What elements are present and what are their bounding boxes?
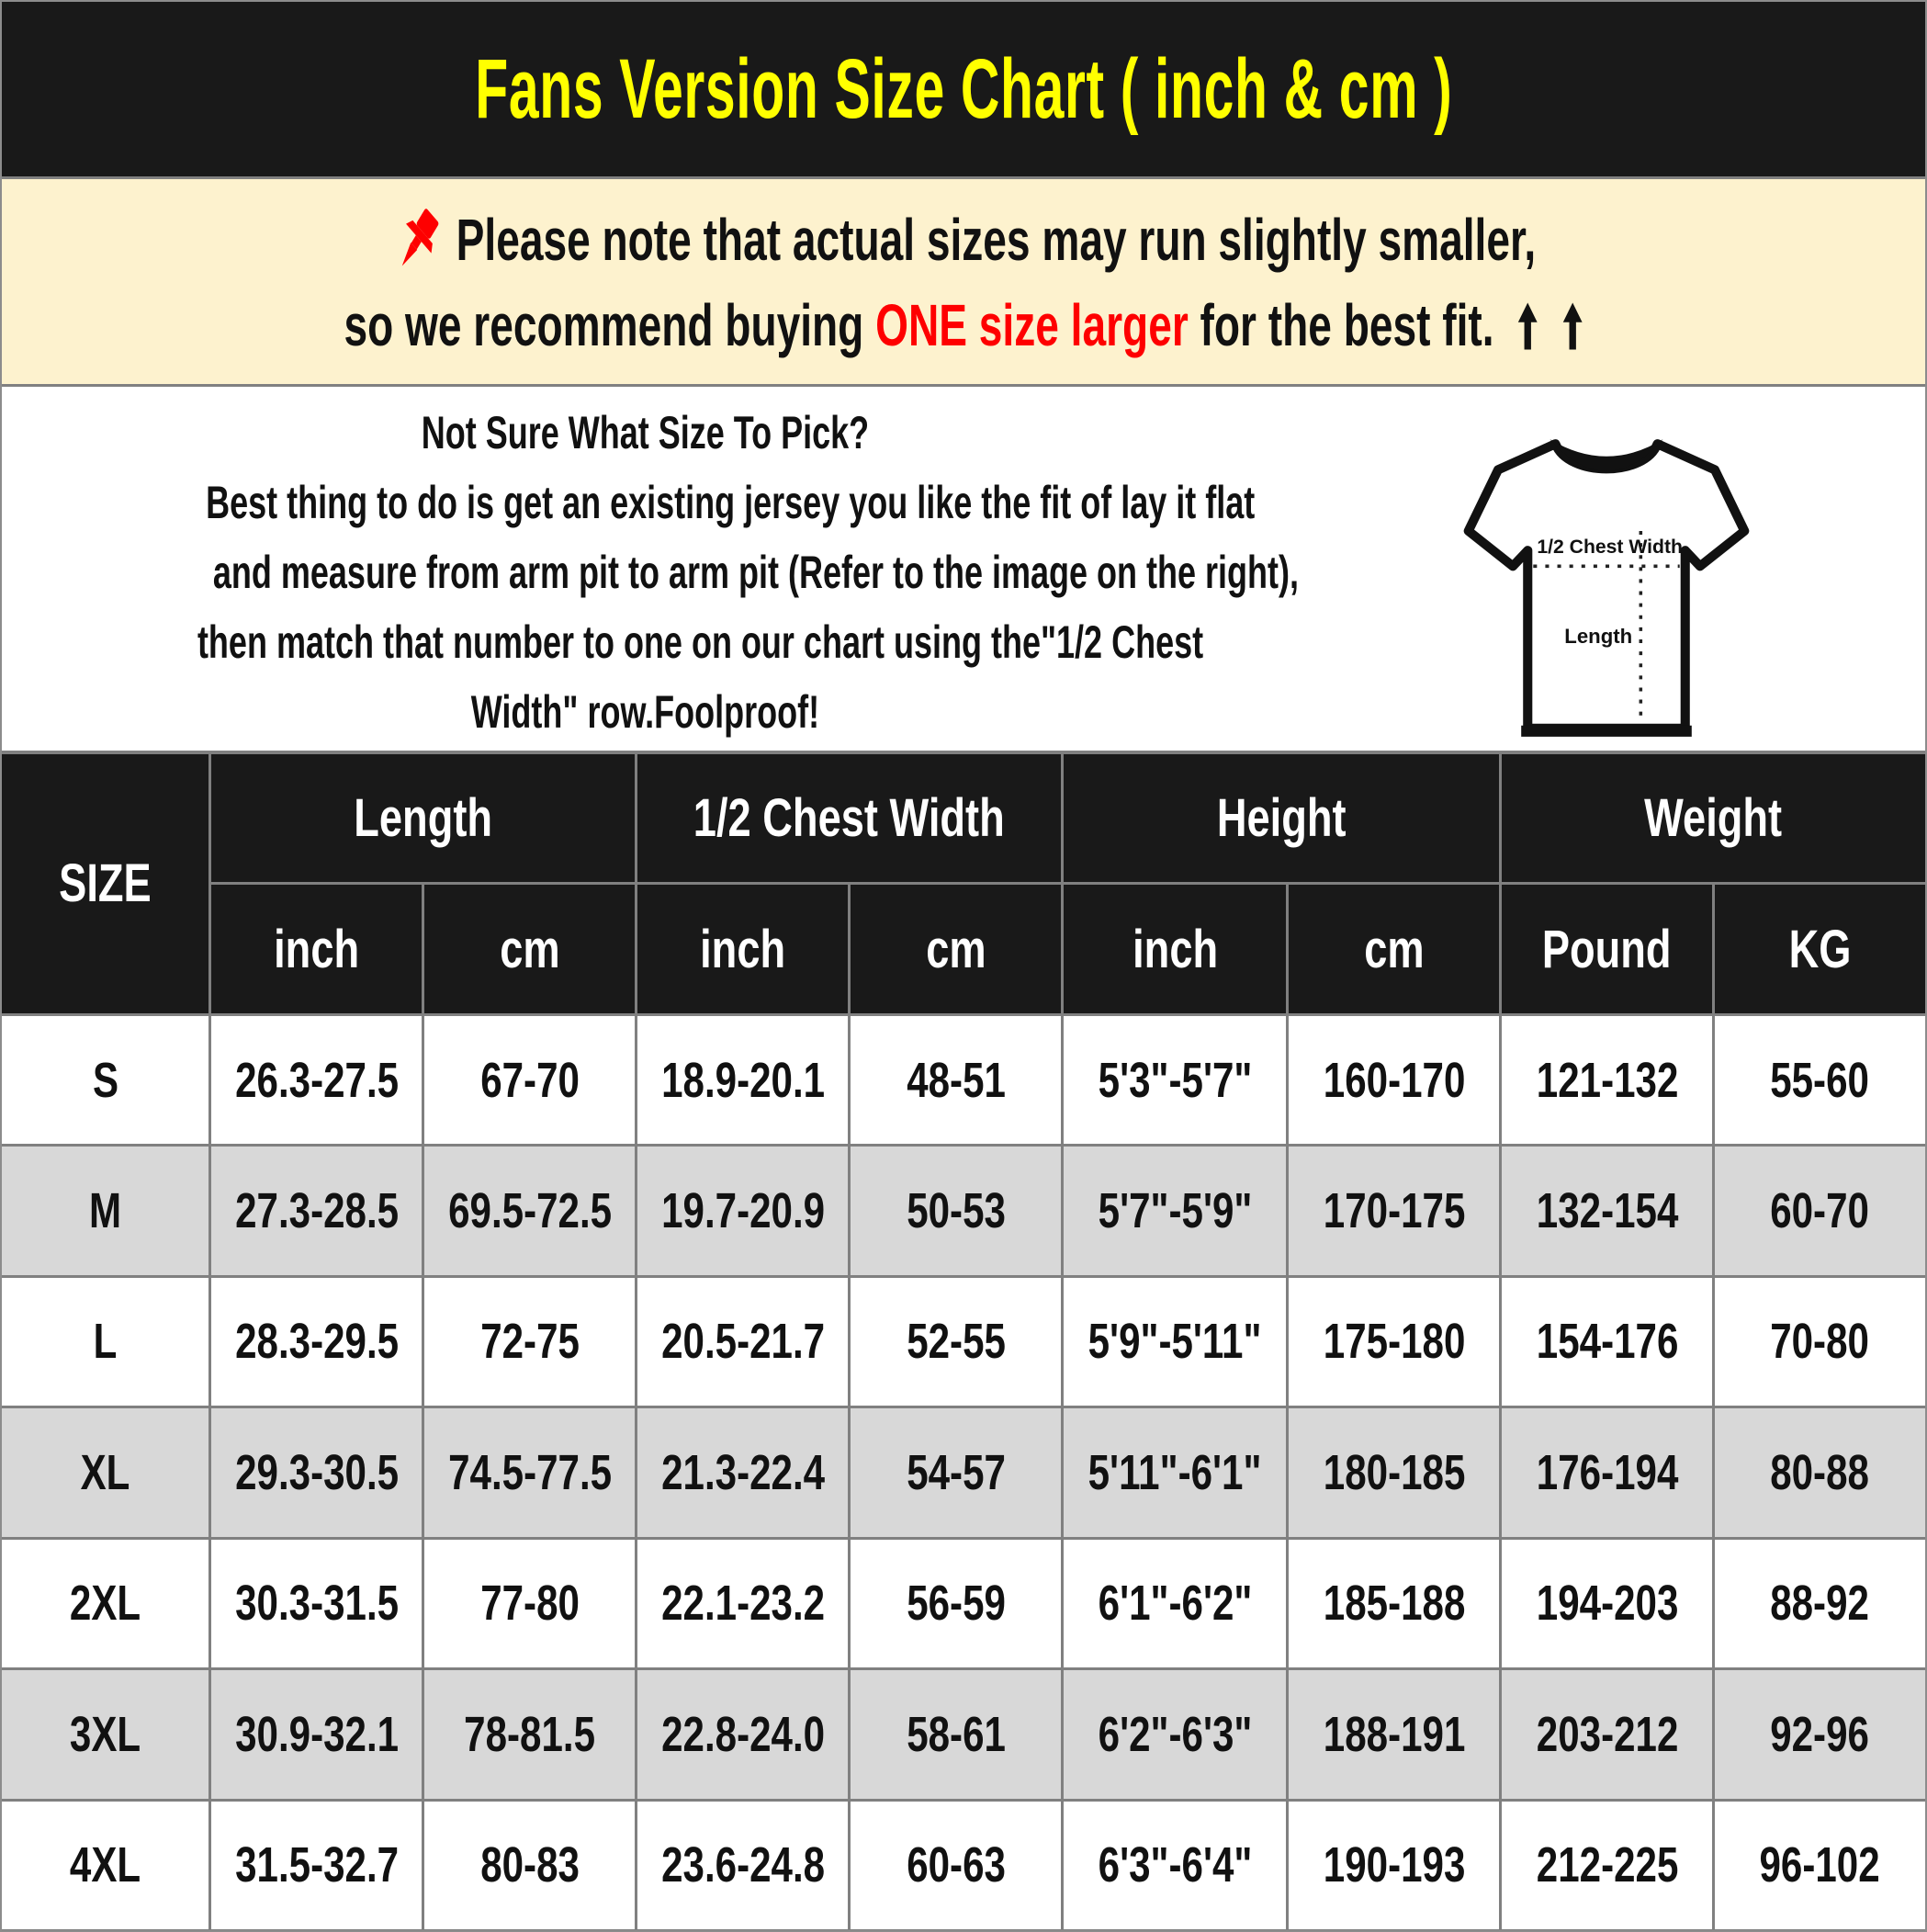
value-cell: 175-180 (1289, 1278, 1499, 1406)
size-cell: M (2, 1147, 208, 1274)
column-group-length: Length (211, 754, 635, 882)
value-cell: 190-193 (1289, 1802, 1499, 1929)
pushpin-icon (391, 205, 443, 277)
subheader-cm: cm (851, 885, 1061, 1012)
value-cell: 121-132 (1502, 1016, 1712, 1144)
value-cell: 170-175 (1289, 1147, 1499, 1274)
value-cell: 67-70 (424, 1016, 635, 1144)
value-cell: 194-203 (1502, 1540, 1712, 1667)
value-cell: 22.8-24.0 (637, 1670, 848, 1798)
notice-text-1: Please note that actual sizes may run slightly smaller, (456, 207, 1536, 274)
length-label: Length (1564, 625, 1633, 649)
value-cell: 23.6-24.8 (637, 1802, 848, 1929)
notice-text-2-prefix: so we recommend buying (344, 292, 875, 359)
subheader-inch: inch (211, 885, 422, 1012)
value-cell: 6'2"-6'3" (1064, 1670, 1286, 1798)
column-group-chest-width: 1/2 Chest Width (637, 754, 1061, 882)
tshirt-measurement-diagram (1462, 427, 1751, 747)
value-cell: 132-154 (1502, 1147, 1712, 1274)
value-cell: 6'3"-6'4" (1064, 1802, 1286, 1929)
value-cell: 21.3-22.4 (637, 1408, 848, 1536)
subheader-inch: inch (1064, 885, 1286, 1012)
value-cell: 77-80 (424, 1540, 635, 1667)
notice-text-2-suffix: for the best fit. (1200, 292, 1494, 359)
value-cell: 5'7"-5'9" (1064, 1147, 1286, 1274)
size-cell: 4XL (2, 1802, 208, 1929)
value-cell: 72-75 (424, 1278, 635, 1406)
value-cell: 29.3-30.5 (211, 1408, 422, 1536)
value-cell: 20.5-21.7 (637, 1278, 848, 1406)
instruction-line: and measure from arm pit to arm pit (Refer to the image on the right), (212, 547, 1300, 598)
value-cell: 180-185 (1289, 1408, 1499, 1536)
value-cell: 69.5-72.5 (424, 1147, 635, 1274)
value-cell: 185-188 (1289, 1540, 1499, 1667)
value-cell: 26.3-27.5 (211, 1016, 422, 1144)
one-size-larger-highlight: ONE size larger (874, 292, 1189, 359)
value-cell: 88-92 (1715, 1540, 1925, 1667)
column-header-size: SIZE (2, 754, 208, 1013)
up-arrow-icon (1561, 301, 1583, 351)
size-cell: L (2, 1278, 208, 1406)
value-cell: 78-81.5 (424, 1670, 635, 1798)
column-group-weight: Weight (1502, 754, 1925, 882)
value-cell: 5'11"-6'1" (1064, 1408, 1286, 1536)
size-cell: S (2, 1016, 208, 1144)
notice-section (2, 179, 1925, 384)
value-cell: 80-88 (1715, 1408, 1925, 1536)
subheader-pound: Pound (1502, 885, 1712, 1012)
value-cell: 92-96 (1715, 1670, 1925, 1798)
value-cell: 96-102 (1715, 1802, 1925, 1929)
value-cell: 154-176 (1502, 1278, 1712, 1406)
value-cell: 18.9-20.1 (637, 1016, 848, 1144)
page-title: Fans Version Size Chart ( inch & cm ) (474, 41, 1453, 136)
value-cell: 80-83 (424, 1802, 635, 1929)
value-cell: 160-170 (1289, 1016, 1499, 1144)
value-cell: 5'9"-5'11" (1064, 1278, 1286, 1406)
value-cell: 27.3-28.5 (211, 1147, 422, 1274)
size-cell: 2XL (2, 1540, 208, 1667)
value-cell: 56-59 (851, 1540, 1061, 1667)
value-cell: 60-70 (1715, 1147, 1925, 1274)
value-cell: 188-191 (1289, 1670, 1499, 1798)
value-cell: 50-53 (851, 1147, 1061, 1274)
value-cell: 19.7-20.9 (637, 1147, 848, 1274)
tshirt-outline (1469, 444, 1745, 729)
subheader-cm: cm (424, 885, 635, 1012)
header-banner (2, 2, 1925, 176)
notice-line-1 (169, 205, 1758, 277)
value-cell: 74.5-77.5 (424, 1408, 635, 1536)
column-group-height: Height (1064, 754, 1499, 882)
up-arrow-icon (1516, 301, 1538, 351)
value-cell: 176-194 (1502, 1408, 1712, 1536)
value-cell: 31.5-32.7 (211, 1802, 422, 1929)
value-cell: 60-63 (851, 1802, 1061, 1929)
value-cell: 5'3"-5'7" (1064, 1016, 1286, 1144)
value-cell: 30.3-31.5 (211, 1540, 422, 1667)
value-cell: 28.3-29.5 (211, 1278, 422, 1406)
subheader-kg: KG (1715, 885, 1925, 1012)
instruction-line: Width" row.Foolproof! (470, 686, 819, 738)
value-cell: 30.9-32.1 (211, 1670, 422, 1798)
subheader-inch: inch (637, 885, 848, 1012)
value-cell: 70-80 (1715, 1278, 1925, 1406)
instruction-line: Not Sure What Size To Pick? (421, 407, 869, 458)
value-cell: 54-57 (851, 1408, 1061, 1536)
value-cell: 52-55 (851, 1278, 1061, 1406)
value-cell: 6'1"-6'2" (1064, 1540, 1286, 1667)
value-cell: 22.1-23.2 (637, 1540, 848, 1667)
value-cell: 58-61 (851, 1670, 1061, 1798)
chest-width-label: 1/2 Chest Width (1537, 537, 1683, 559)
value-cell: 212-225 (1502, 1802, 1712, 1929)
size-table (2, 754, 1925, 1932)
size-cell: 3XL (2, 1670, 208, 1798)
instruction-line: Best thing to do is get an existing jersey you like the fit of lay it flat (206, 477, 1256, 528)
instruction-line: then match that number to one on our chart using the"1/2 Chest (197, 616, 1204, 668)
sizing-instructions (2, 398, 1300, 747)
notice-line-2 (103, 293, 1825, 357)
subheader-cm: cm (1289, 885, 1499, 1012)
size-cell: XL (2, 1408, 208, 1536)
value-cell: 55-60 (1715, 1016, 1925, 1144)
value-cell: 48-51 (851, 1016, 1061, 1144)
value-cell: 203-212 (1502, 1670, 1712, 1798)
guide-section (2, 387, 1925, 751)
